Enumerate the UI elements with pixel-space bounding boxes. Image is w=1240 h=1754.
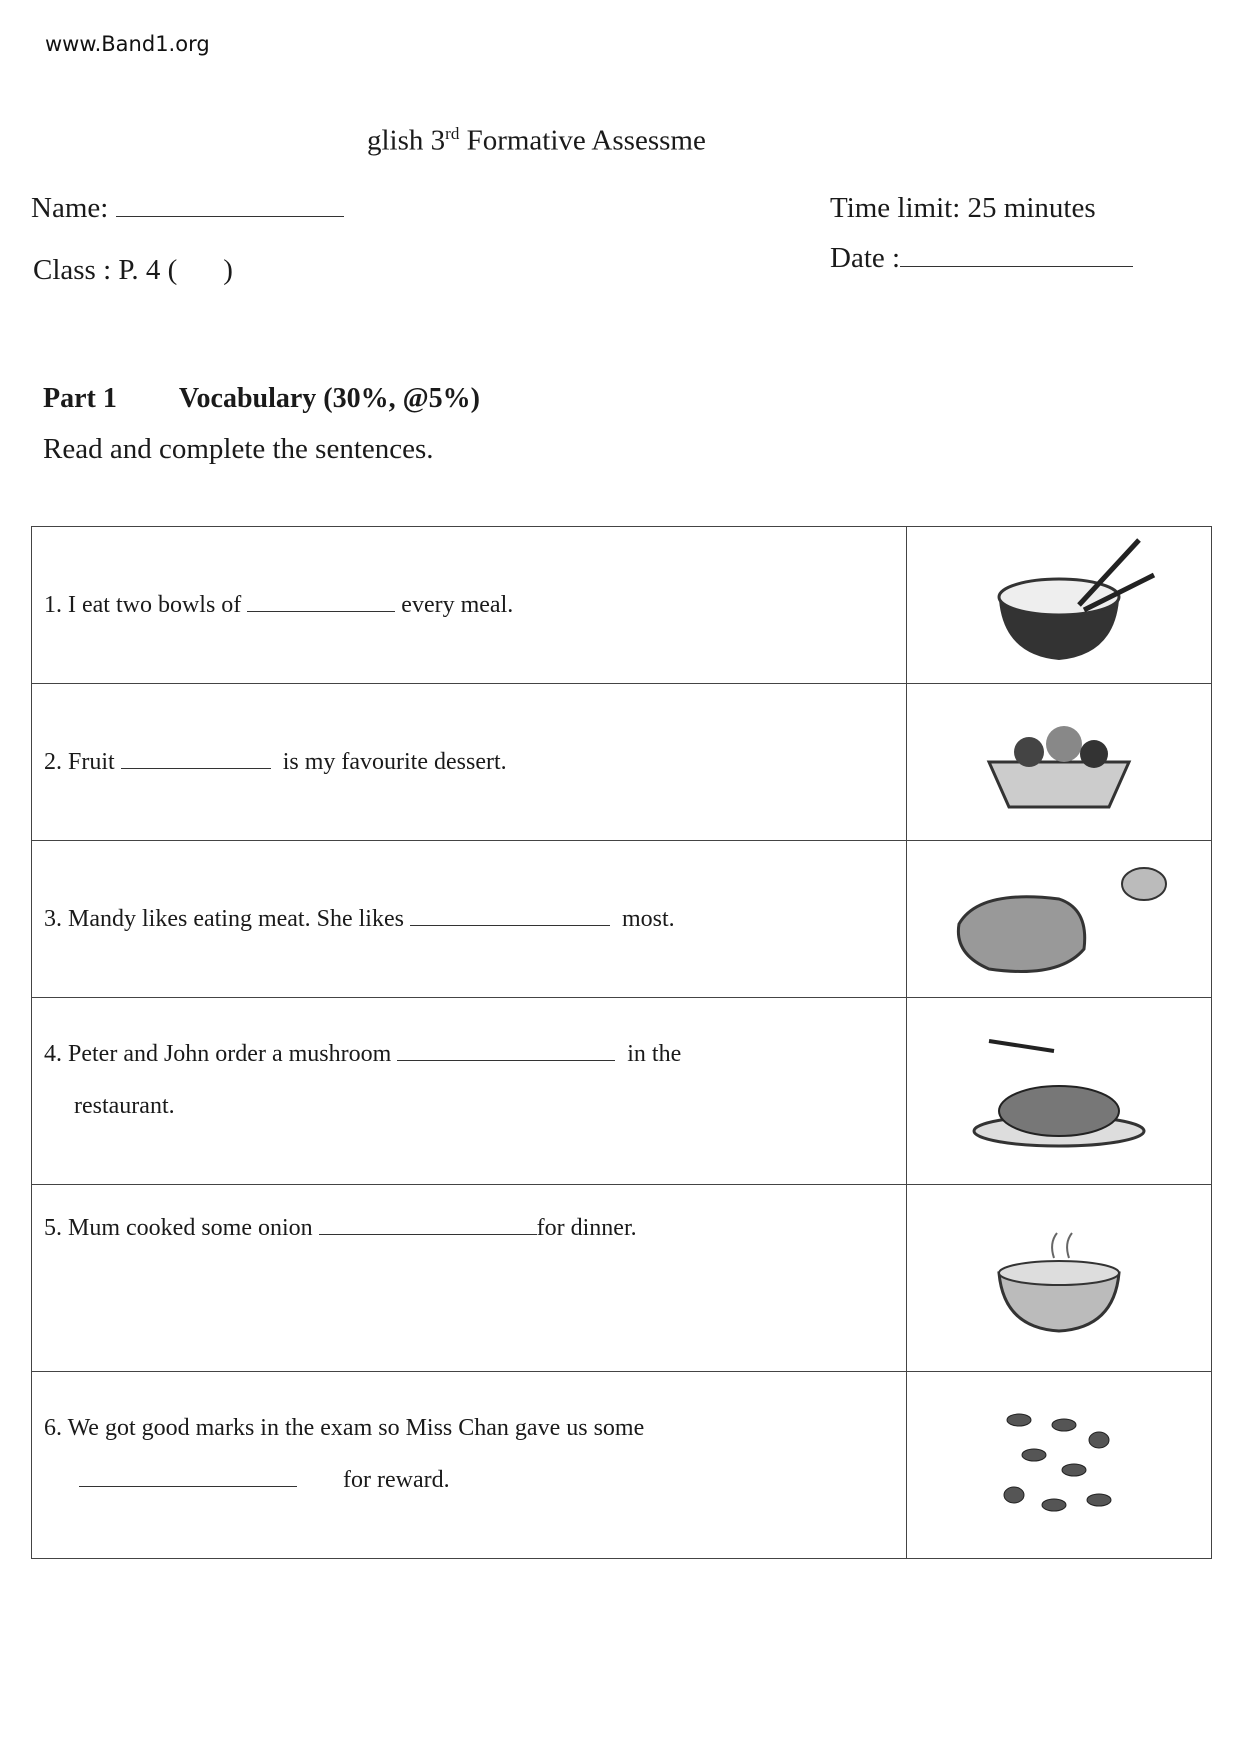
picture-cell bbox=[907, 998, 1212, 1185]
questions-5-before: We got good marks in the exam so Miss Chan gave us some bbox=[67, 1415, 645, 1441]
website-watermark: www.Band1.org bbox=[45, 32, 210, 56]
table-row bbox=[32, 998, 1212, 1185]
part-heading bbox=[43, 383, 480, 415]
date-field[interactable] bbox=[830, 242, 1133, 275]
picture-cell bbox=[907, 684, 1212, 841]
date-label: Date : bbox=[830, 242, 901, 274]
sweets-icon bbox=[994, 1400, 1124, 1530]
questions-1-after: is my favourite dessert. bbox=[282, 748, 507, 775]
questions-0-num: 1. bbox=[44, 591, 62, 618]
questions-2-before: Mandy likes eating meat. She likes bbox=[68, 905, 404, 932]
question-2 bbox=[32, 684, 907, 841]
part-label: Part 1 bbox=[43, 383, 117, 414]
answer-blank[interactable] bbox=[397, 1059, 615, 1061]
table-row bbox=[32, 684, 1212, 841]
question-5 bbox=[32, 1185, 907, 1372]
name-field[interactable] bbox=[31, 192, 344, 225]
questions-table bbox=[31, 526, 1212, 1559]
questions-3-num: 4. bbox=[44, 1041, 62, 1067]
instruction: Read and complete the sentences. bbox=[43, 433, 434, 465]
questions-5-after: for reward. bbox=[343, 1467, 450, 1493]
questions-0-before: I eat two bowls of bbox=[68, 591, 242, 618]
fruit-tart-icon bbox=[969, 702, 1149, 822]
questions-4-before: Mum cooked some onion bbox=[68, 1215, 313, 1241]
questions-3-before: Peter and John order a mushroom bbox=[68, 1041, 392, 1067]
soup-icon bbox=[969, 1213, 1149, 1343]
name-blank[interactable] bbox=[116, 215, 344, 217]
table-row bbox=[32, 1372, 1212, 1559]
answer-blank[interactable] bbox=[121, 767, 271, 769]
questions-5-num: 6. bbox=[44, 1415, 62, 1441]
table-row bbox=[32, 1185, 1212, 1372]
questions-2-num: 3. bbox=[44, 905, 62, 932]
class-label: Class : P. 4 ( bbox=[33, 254, 178, 286]
questions-0-after: every meal. bbox=[401, 591, 514, 618]
rice-bowl-icon bbox=[959, 535, 1159, 675]
question-6 bbox=[32, 1372, 907, 1559]
question-4 bbox=[32, 998, 907, 1185]
questions-1-before: Fruit bbox=[68, 748, 115, 775]
page-title bbox=[367, 124, 706, 158]
table-row bbox=[32, 527, 1212, 684]
title-text-end: Formative Assessme bbox=[459, 124, 706, 157]
questions-4-after: for dinner. bbox=[536, 1215, 637, 1241]
spaghetti-icon bbox=[959, 1026, 1159, 1156]
date-blank[interactable] bbox=[900, 265, 1133, 267]
picture-cell bbox=[907, 527, 1212, 684]
name-label: Name: bbox=[31, 192, 109, 224]
questions-3-after: in the bbox=[627, 1041, 682, 1067]
time-limit: Time limit: 25 minutes bbox=[830, 192, 1096, 224]
questions-2-after: most. bbox=[621, 905, 675, 932]
questions-3-line2: restaurant. bbox=[74, 1093, 175, 1119]
title-superscript: rd bbox=[445, 124, 460, 143]
class-close: ) bbox=[223, 254, 233, 286]
pork-chop-icon bbox=[939, 854, 1179, 984]
answer-blank[interactable] bbox=[247, 610, 395, 612]
table-row bbox=[32, 841, 1212, 998]
picture-cell bbox=[907, 1372, 1212, 1559]
answer-blank[interactable] bbox=[79, 1485, 297, 1487]
picture-cell bbox=[907, 1185, 1212, 1372]
question-1 bbox=[32, 527, 907, 684]
answer-blank[interactable] bbox=[319, 1233, 537, 1235]
questions-1-num: 2. bbox=[44, 748, 62, 775]
part-title: Vocabulary (30%, @5%) bbox=[178, 383, 480, 414]
picture-cell bbox=[907, 841, 1212, 998]
question-3 bbox=[32, 841, 907, 998]
questions-4-num: 5. bbox=[44, 1215, 62, 1241]
title-text: glish 3 bbox=[367, 124, 446, 157]
class-field[interactable] bbox=[33, 254, 233, 287]
answer-blank[interactable] bbox=[410, 924, 610, 926]
